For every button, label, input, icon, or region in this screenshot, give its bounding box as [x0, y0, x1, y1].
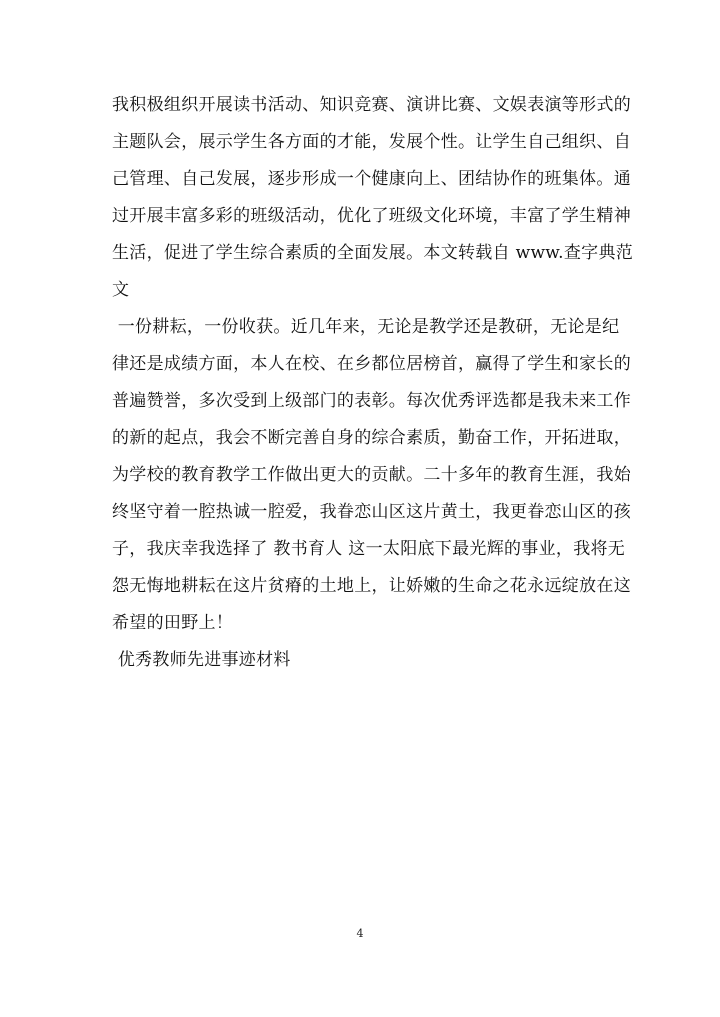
- text-line: 为学校的教育教学工作做出更大的贡献。二十多年的教育生涯，我始: [112, 465, 631, 485]
- text-line: 文: [112, 280, 130, 300]
- text-line: 我积极组织开展读书活动、知识竞赛、演讲比赛、文娱表演等形式的: [112, 95, 631, 115]
- text-line: 律还是成绩方面，本人在校、在乡都位居榜首，赢得了学生和家长的: [112, 354, 631, 374]
- text-line: 己管理、自己发展，逐步形成一个健康向上、团结协作的班集体。通: [112, 169, 631, 189]
- text-line: 子，我庆幸我选择了 教书育人 这一太阳底下最光辉的事业，我将无: [112, 539, 626, 559]
- text-line: 一份耕耘，一份收获。近几年来，无论是教学还是教研，无论是纪: [112, 317, 620, 337]
- paragraph-harvest: [112, 309, 631, 642]
- page-number: 4: [356, 927, 364, 940]
- paragraph-class-activities: [112, 87, 634, 309]
- paragraph-heading: [112, 642, 612, 679]
- text-line: 生活，促进了学生综合素质的全面发展。本文转载自 www.查字典范: [112, 243, 634, 263]
- text-line: 终坚守着一腔热诚一腔爱，我眷恋山区这片黄土，我更眷恋山区的孩: [112, 502, 631, 522]
- document-body: [112, 87, 634, 679]
- text-line: 普遍赞誉，多次受到上级部门的表彰。每次优秀评选都是我未来工作: [112, 391, 631, 411]
- text-line: 主题队会，展示学生各方面的才能，发展个性。让学生自己组织、自: [112, 132, 631, 152]
- text-line: 的新的起点，我会不断完善自身的综合素质，勤奋工作，开拓进取，: [112, 428, 631, 448]
- text-line: 过开展丰富多彩的班级活动，优化了班级文化环境，丰富了学生精神: [112, 206, 631, 226]
- section-heading: 优秀教师先进事迹材料: [112, 650, 291, 670]
- text-line: 怨无悔地耕耘在这片贫瘠的土地上，让娇嫩的生命之花永远绽放在这: [112, 576, 631, 596]
- text-line: 希望的田野上！: [112, 613, 234, 633]
